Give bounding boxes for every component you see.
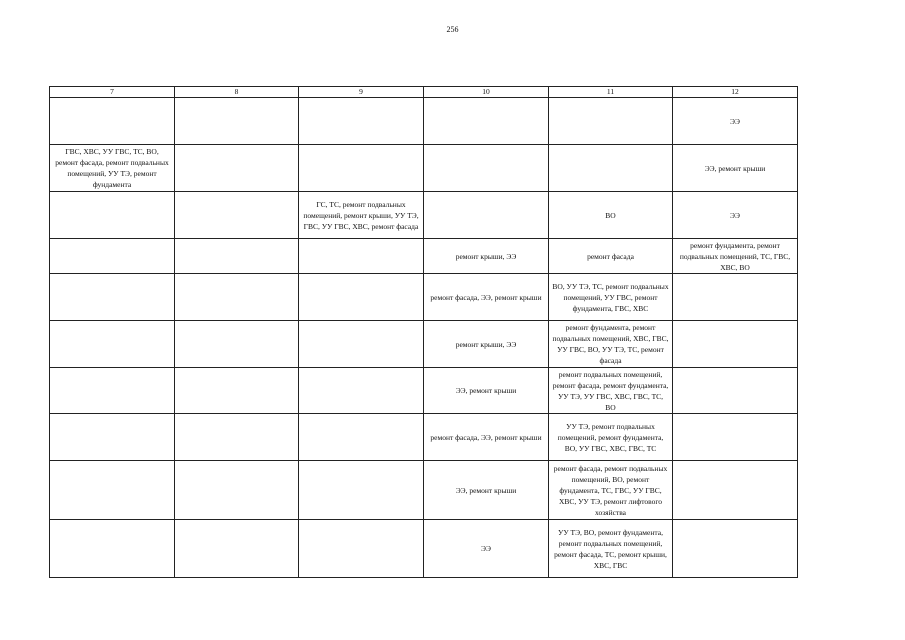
table-cell: ЭЭ, ремонт крыши bbox=[424, 461, 549, 520]
page-number: 256 bbox=[446, 25, 459, 34]
column-header: 11 bbox=[549, 87, 673, 98]
table-cell bbox=[673, 274, 798, 321]
table-cell bbox=[424, 192, 549, 239]
table-cell bbox=[299, 461, 424, 520]
table-cell bbox=[175, 274, 299, 321]
table-cell: ремонт фундамента, ремонт подвальных помещений, ТС, ГВС, ХВС, ВО bbox=[673, 239, 798, 274]
table-cell bbox=[50, 98, 175, 145]
table-cell bbox=[50, 321, 175, 368]
table-cell: ремонт фасада, ЭЭ, ремонт крыши bbox=[424, 414, 549, 461]
table-cell bbox=[175, 98, 299, 145]
table-cell: ЭЭ, ремонт крыши bbox=[673, 145, 798, 192]
table-row bbox=[50, 321, 798, 368]
table-cell: ГС, ТС, ремонт подвальных помещений, ремонт крыши, УУ ТЭ, ГВС, УУ ГВС, ХВС, ремонт фасада bbox=[299, 192, 424, 239]
works-table bbox=[49, 86, 798, 578]
table-cell bbox=[299, 239, 424, 274]
table-cell bbox=[299, 98, 424, 145]
table-cell bbox=[549, 145, 673, 192]
table-row bbox=[50, 192, 798, 239]
table-row bbox=[50, 520, 798, 578]
table-cell: ЭЭ bbox=[673, 98, 798, 145]
table-cell bbox=[175, 414, 299, 461]
table-cell bbox=[299, 274, 424, 321]
table-cell bbox=[50, 461, 175, 520]
table-row bbox=[50, 274, 798, 321]
table-cell bbox=[673, 520, 798, 578]
column-header: 10 bbox=[424, 87, 549, 98]
table-cell: ВО bbox=[549, 192, 673, 239]
column-header: 7 bbox=[50, 87, 175, 98]
table-row bbox=[50, 368, 798, 414]
table-cell: ремонт крыши, ЭЭ bbox=[424, 239, 549, 274]
column-header: 12 bbox=[673, 87, 798, 98]
table-cell: ЭЭ bbox=[424, 520, 549, 578]
table-cell: ремонт подвальных помещений, ремонт фасада, ремонт фундамента, УУ ТЭ, УУ ГВС, ХВС, ГВС, ТС, ВО bbox=[549, 368, 673, 414]
table-cell bbox=[175, 145, 299, 192]
table-cell bbox=[175, 192, 299, 239]
table-cell bbox=[424, 98, 549, 145]
table-cell bbox=[673, 414, 798, 461]
table-cell bbox=[175, 520, 299, 578]
table-cell bbox=[175, 239, 299, 274]
table-cell: ремонт фундамента, ремонт подвальных помещений, ХВС, ГВС, УУ ГВС, ВО, УУ ТЭ, ТС, ремонт фасада bbox=[549, 321, 673, 368]
table-row bbox=[50, 98, 798, 145]
table-cell bbox=[50, 274, 175, 321]
table-cell bbox=[50, 520, 175, 578]
table-cell bbox=[175, 368, 299, 414]
table-cell bbox=[673, 368, 798, 414]
column-header: 8 bbox=[175, 87, 299, 98]
table-cell: ремонт фасада bbox=[549, 239, 673, 274]
table-cell: ГВС, ХВС, УУ ГВС, ТС, ВО, ремонт фасада, ремонт подвальных помещений, УУ ТЭ, ремонт фундамента bbox=[50, 145, 175, 192]
table-cell bbox=[424, 145, 549, 192]
table-cell bbox=[299, 321, 424, 368]
table-cell: ремонт крыши, ЭЭ bbox=[424, 321, 549, 368]
table-cell bbox=[549, 98, 673, 145]
table-cell: ремонт фасада, ЭЭ, ремонт крыши bbox=[424, 274, 549, 321]
table-cell: ЭЭ, ремонт крыши bbox=[424, 368, 549, 414]
table-row bbox=[50, 461, 798, 520]
header-row bbox=[50, 87, 798, 98]
table-cell bbox=[50, 239, 175, 274]
table-cell bbox=[299, 414, 424, 461]
table-row bbox=[50, 145, 798, 192]
table-cell bbox=[50, 414, 175, 461]
table-cell: УУ ТЭ, ремонт подвальных помещений, ремонт фундамента, ВО, УУ ГВС, ХВС, ГВС, ТС bbox=[549, 414, 673, 461]
table-cell bbox=[50, 368, 175, 414]
table-cell: УУ ТЭ, ВО, ремонт фундамента, ремонт подвальных помещений, ремонт фасада, ТС, ремонт крыши, ХВС, ГВС bbox=[549, 520, 673, 578]
table-cell bbox=[175, 321, 299, 368]
table-row bbox=[50, 239, 798, 274]
column-header: 9 bbox=[299, 87, 424, 98]
table-cell: ЭЭ bbox=[673, 192, 798, 239]
table-cell: ВО, УУ ТЭ, ТС, ремонт подвальных помещений, УУ ГВС, ремонт фундамента, ГВС, ХВС bbox=[549, 274, 673, 321]
table-cell bbox=[175, 461, 299, 520]
table-cell bbox=[299, 145, 424, 192]
table-cell bbox=[299, 520, 424, 578]
table-cell bbox=[50, 192, 175, 239]
table-row bbox=[50, 414, 798, 461]
table-cell bbox=[673, 321, 798, 368]
table-cell bbox=[673, 461, 798, 520]
table-cell bbox=[299, 368, 424, 414]
table-cell: ремонт фасада, ремонт подвальных помещений, ВО, ремонт фундамента, ТС, ГВС, УУ ГВС, ХВС, УУ ТЭ, ремонт лифтового хозяйства bbox=[549, 461, 673, 520]
